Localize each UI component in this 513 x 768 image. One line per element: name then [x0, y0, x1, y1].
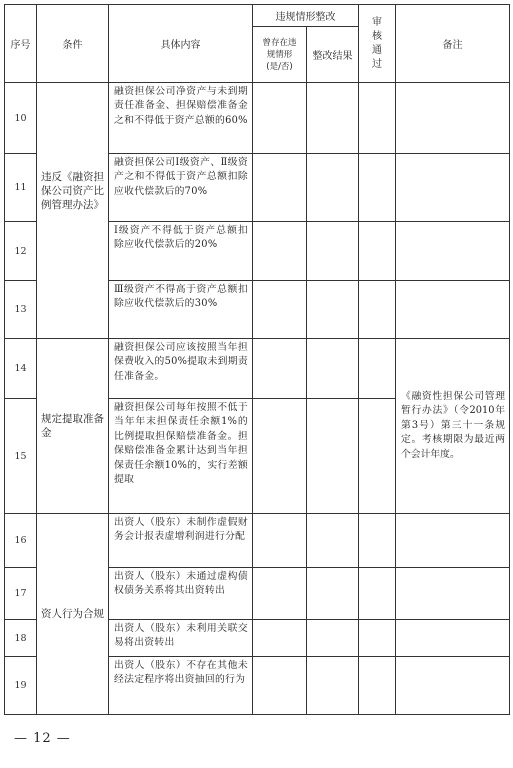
result-cell[interactable]	[307, 222, 359, 281]
remark-cell	[396, 222, 510, 281]
audit-cell[interactable]	[359, 657, 396, 715]
result-cell[interactable]	[307, 568, 359, 620]
result-cell[interactable]	[307, 281, 359, 339]
result-cell[interactable]	[307, 620, 359, 657]
exists-cell[interactable]	[253, 154, 307, 222]
row-number: 18	[5, 620, 37, 657]
exists-cell[interactable]	[253, 281, 307, 339]
content-cell: 出资人（股东）未制作虚假财务会计报表虚增利润进行分配	[109, 514, 253, 568]
remark-cell	[396, 657, 510, 715]
content-cell: Ⅰ级资产不得低于资产总额扣除应收代偿款后的20%	[109, 222, 253, 281]
exists-cell[interactable]	[253, 222, 307, 281]
condition-cell: 资人行为合规	[37, 514, 109, 715]
audit-cell[interactable]	[359, 620, 396, 657]
exists-cell[interactable]	[253, 83, 307, 154]
row-number: 12	[5, 222, 37, 281]
row-number: 19	[5, 657, 37, 715]
audit-cell[interactable]	[359, 281, 396, 339]
header-result: 整改结果	[307, 27, 359, 83]
row-number: 13	[5, 281, 37, 339]
audit-cell[interactable]	[359, 399, 396, 514]
content-cell: 融资担保公司每年按照不低于当年年末担保责任余额1%的比例提取担保赔偿准备金。担保赔偿准备金累计达到当年担保责任余额10%的，实行差额提取	[109, 399, 253, 514]
condition-cell: 违反《融资担保公司资产比例管理办法》	[37, 83, 109, 339]
row-number: 11	[5, 154, 37, 222]
remark-cell	[396, 154, 510, 222]
result-cell[interactable]	[307, 399, 359, 514]
compliance-table	[4, 4, 510, 715]
header-exists: 曾存在违规情形(是/否)	[253, 27, 307, 83]
header-condition: 条件	[37, 5, 109, 83]
header-row-1	[5, 5, 510, 27]
exists-cell[interactable]	[253, 568, 307, 620]
content-cell: 融资担保公司净资产与未到期责任准备金、担保赔偿准备金之和不得低于资产总额的60%	[109, 83, 253, 154]
content-cell: Ⅲ级资产不得高于资产总额扣除应收代偿款后的30%	[109, 281, 253, 339]
audit-cell[interactable]	[359, 339, 396, 399]
exists-cell[interactable]	[253, 620, 307, 657]
result-cell[interactable]	[307, 514, 359, 568]
result-cell[interactable]	[307, 657, 359, 715]
remark-cell	[396, 514, 510, 568]
result-cell[interactable]	[307, 83, 359, 154]
result-cell[interactable]	[307, 154, 359, 222]
row-number: 17	[5, 568, 37, 620]
remark-cell	[396, 620, 510, 657]
exists-cell[interactable]	[253, 657, 307, 715]
header-seq: 序号	[5, 5, 37, 83]
row-number: 14	[5, 339, 37, 399]
content-cell: 出资人（股东）不存在其他未经法定程序将出资抽回的行为	[109, 657, 253, 715]
remark-note: 《融资性担保公司管理暂行办法》（令2010年第3号）第三十一条规定。考核期限为最近两个会计年度。	[396, 339, 510, 514]
header-violation: 违规情形整改	[253, 5, 359, 27]
content-cell: 融资担保公司Ⅰ级资产、Ⅱ级资产之和不得低于资产总额扣除应收代偿款后的70%	[109, 154, 253, 222]
row-number: 10	[5, 83, 37, 154]
table-row	[5, 339, 510, 399]
audit-cell[interactable]	[359, 222, 396, 281]
row-number: 16	[5, 514, 37, 568]
audit-cell[interactable]	[359, 154, 396, 222]
header-remark: 备注	[396, 5, 510, 83]
content-cell: 融资担保公司应该按照当年担保费收入的50%提取未到期责任准备金。	[109, 339, 253, 399]
exists-cell[interactable]	[253, 339, 307, 399]
header-content: 具体内容	[109, 5, 253, 83]
header-audit: 审核通过	[359, 5, 396, 83]
exists-cell[interactable]	[253, 514, 307, 568]
remark-cell	[396, 83, 510, 154]
audit-cell[interactable]	[359, 568, 396, 620]
remark-cell	[396, 281, 510, 339]
result-cell[interactable]	[307, 339, 359, 399]
condition-cell: 规定提取准备金	[37, 339, 109, 514]
row-number: 15	[5, 399, 37, 514]
table-row	[5, 514, 510, 568]
table-row	[5, 83, 510, 154]
audit-cell[interactable]	[359, 514, 396, 568]
content-cell: 出资人（股东）未通过虚构债权债务关系将其出资转出	[109, 568, 253, 620]
content-cell: 出资人（股东）未利用关联交易将出资转出	[109, 620, 253, 657]
remark-cell	[396, 568, 510, 620]
page-number: — 12 —	[14, 731, 71, 746]
exists-cell[interactable]	[253, 399, 307, 514]
audit-cell[interactable]	[359, 83, 396, 154]
